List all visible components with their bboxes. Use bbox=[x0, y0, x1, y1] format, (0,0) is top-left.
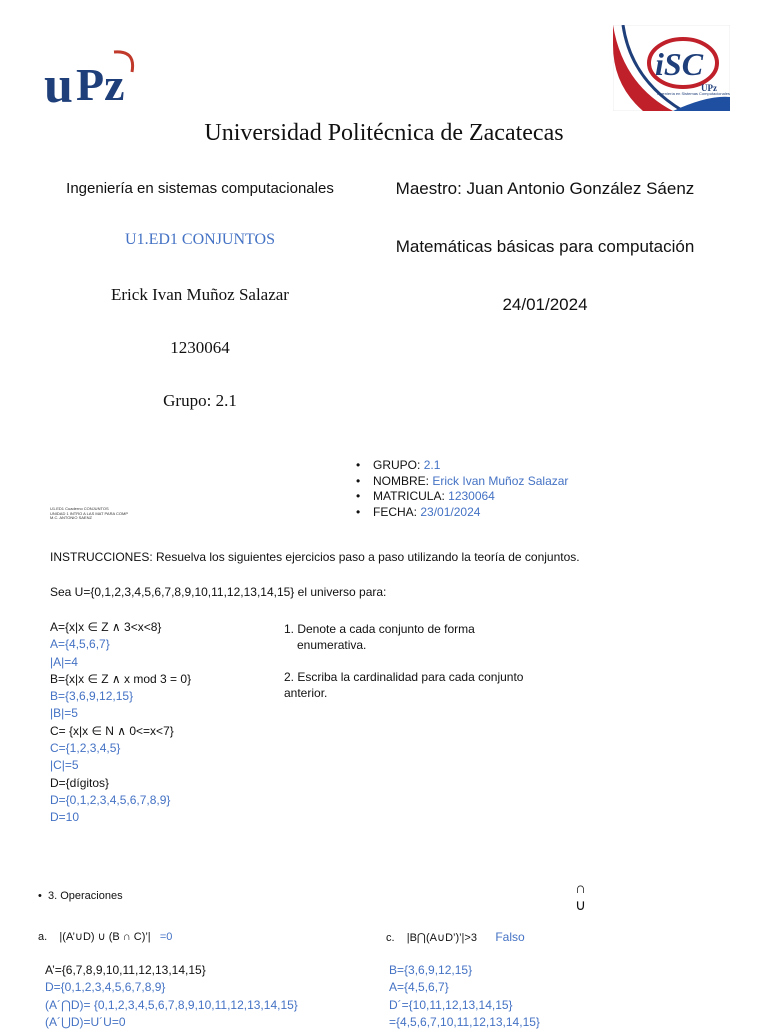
info-matricula: • MATRICULA: 1230064 bbox=[356, 489, 568, 505]
subject: Matemáticas básicas para computación bbox=[395, 237, 695, 256]
isc-logo-subtitle: Ingeniería en Sistemas Computacionales bbox=[657, 91, 730, 96]
upz-logo-u: u bbox=[44, 57, 73, 108]
step-line: (A´⋂D)= {0,1,2,3,4,5,6,7,8,9,10,11,12,13,14,15} bbox=[45, 997, 298, 1012]
bullet-icon: • bbox=[38, 890, 42, 902]
student-name: Erick Ivan Muñoz Salazar bbox=[111, 285, 289, 304]
set-line: |A|=4 bbox=[50, 654, 78, 669]
step-line: D´={10,11,12,13,14,15} bbox=[389, 997, 513, 1012]
teacher: Maestro: Juan Antonio González Sáenz bbox=[395, 179, 695, 198]
step-line: (A´⋃D)=U´U=0 bbox=[45, 1014, 126, 1029]
career: Ingeniería en sistemas computacionales bbox=[66, 180, 334, 197]
set-symbols bbox=[575, 880, 586, 914]
set-line: D={0,1,2,3,4,5,6,7,8,9} bbox=[50, 792, 171, 807]
delivery-date: 24/01/2024 bbox=[502, 295, 588, 314]
isc-logo-text: iSC bbox=[655, 46, 704, 82]
set-line: |B|=5 bbox=[50, 706, 78, 721]
set-line: C={1,2,3,4,5} bbox=[50, 741, 121, 756]
universe: Sea U={0,1,2,3,4,5,6,7,8,9,10,11,12,13,14,15} el universo para: bbox=[50, 585, 387, 599]
set-line: D=10 bbox=[50, 810, 80, 825]
set-line: A={4,5,6,7} bbox=[50, 637, 110, 652]
operation-c: c. |B⋂(A∪D’)’|>3 Falso bbox=[386, 930, 525, 944]
set-line: B={3,6,9,12,15} bbox=[50, 689, 134, 704]
info-group: • GRUPO: 2.1 bbox=[356, 458, 568, 474]
student-id: 1230064 bbox=[170, 338, 230, 357]
info-list bbox=[356, 458, 568, 520]
set-line: C= {x|x ∈ N ∧ 0<=x<7} bbox=[50, 723, 174, 738]
upz-logo-pz: Pz bbox=[76, 59, 125, 108]
set-line: A={x|x ∈ Z ∧ 3<x<8} bbox=[50, 620, 162, 634]
task-1: 1. Denote a cada conjunto de forma enumerativa. bbox=[284, 622, 475, 652]
step-line: A={4,5,6,7} bbox=[389, 980, 449, 995]
intersection-symbol: ∩ bbox=[575, 880, 586, 897]
set-line: D={dígitos} bbox=[50, 775, 110, 790]
operation-a-steps bbox=[45, 962, 298, 1031]
set-line: |C|=5 bbox=[50, 758, 79, 773]
instructions: INSTRUCCIONES: Resuelva los siguientes ejercicios paso a paso utilizando la teoría de conjuntos. bbox=[50, 550, 580, 564]
set-line: B={x|x ∈ Z ∧ x mod 3 = 0} bbox=[50, 671, 192, 686]
isc-logo bbox=[613, 25, 730, 111]
assignment-title: U1.ED1 CONJUNTOS bbox=[125, 231, 275, 248]
step-line: B={3,6,9,12,15} bbox=[389, 963, 473, 977]
step-line: D={0,1,2,3,4,5,6,7,8,9} bbox=[45, 980, 166, 995]
operation-a: a. |(A’∪D) ∪ (B ∩ C)’| =0 bbox=[38, 931, 173, 943]
task-2: 2. Escriba la cardinalidad para cada conjunto anterior. bbox=[284, 670, 524, 700]
info-date: • FECHA: 23/01/2024 bbox=[356, 505, 568, 521]
operations-title: • 3. Operaciones bbox=[38, 890, 123, 902]
isc-logo-upz-mark: UPz bbox=[701, 83, 717, 93]
university-title: Universidad Politécnica de Zacatecas bbox=[204, 120, 564, 146]
embedded-note: U1.ED1 Cuaderno CONJUNTOS UNIDAD 1 INTRO A LAS MAT PARA COMP M.C. ANTONIO SAENZ bbox=[50, 506, 129, 520]
step-line: ={4,5,6,7,10,11,12,13,14,15} bbox=[389, 1014, 540, 1029]
sets-list bbox=[50, 619, 191, 827]
union-symbol: ∪ bbox=[575, 897, 586, 914]
upz-logo bbox=[44, 46, 140, 108]
info-name: • NOMBRE: Erick Ivan Muñoz Salazar bbox=[356, 474, 568, 490]
step-line: A’={6,7,8,9,10,11,12,13,14,15} bbox=[45, 963, 206, 977]
group: Grupo: 2.1 bbox=[163, 391, 237, 410]
operation-c-steps bbox=[389, 962, 540, 1031]
